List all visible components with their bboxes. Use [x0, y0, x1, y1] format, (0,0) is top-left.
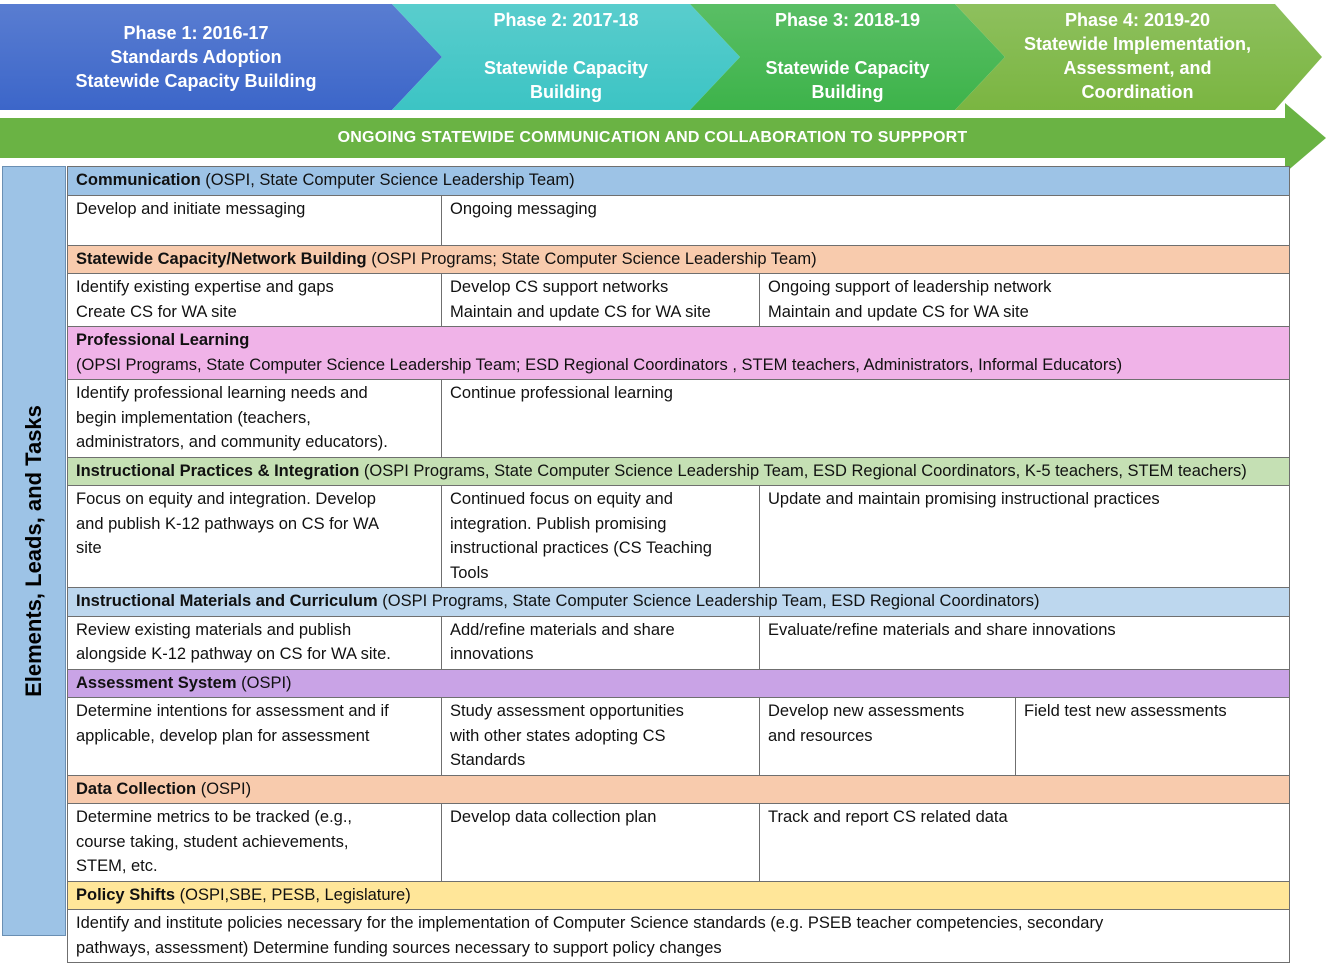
task-line: Standards [450, 751, 526, 769]
task-cell [68, 274, 442, 327]
task-line: Develop data collection plan [450, 808, 657, 826]
task-cell [1016, 698, 1290, 776]
section-name: Instructional Practices & Integration [76, 461, 360, 480]
phase-label-line: Statewide Capacity Building [75, 71, 317, 91]
phase-label-line: Statewide Implementation, [1023, 34, 1252, 54]
task-cell [760, 804, 1290, 882]
side-panel [2, 166, 66, 936]
section-leads: (OSPI) [200, 779, 252, 798]
task-line: Evaluate/refine materials and share innovations [768, 620, 1116, 639]
section-header [68, 167, 1290, 196]
section-name: Assessment System [76, 673, 237, 692]
ongoing-banner-label: ONGOING STATEWIDE COMMUNICATION AND COLLABORATION TO SUPPPORT [337, 129, 968, 146]
tasks-table [67, 166, 1290, 963]
section-header-row [68, 669, 1290, 698]
task-line: Tools [450, 563, 489, 582]
phase-label-line: Building [811, 82, 884, 102]
task-line: Ongoing support of leadership network [768, 278, 1052, 296]
section-task-row [68, 195, 1290, 245]
task-line: Maintain and update CS for WA site [450, 302, 711, 321]
task-line: pathways, assessment) Determine funding sources necessary to support policy changes [76, 938, 722, 957]
task-line: Add/refine materials and share [450, 620, 675, 639]
task-cell [68, 910, 1290, 963]
task-line: STEM, etc. [76, 857, 158, 875]
phase-label-line: Assessment, and [1063, 58, 1212, 78]
section-header-row [68, 245, 1290, 274]
section-header [68, 775, 1290, 804]
task-line: administrators, and community educators). [76, 433, 388, 451]
task-line: Continue professional learning [450, 384, 673, 402]
task-cell [442, 698, 760, 776]
phase-label-line: Standards Adoption [110, 47, 282, 67]
task-cell [68, 486, 442, 588]
section-header [68, 327, 1290, 380]
section-name: Professional Learning [76, 331, 250, 349]
section-header-row [68, 775, 1290, 804]
section-header-row [68, 881, 1290, 910]
task-line: site [76, 539, 102, 557]
task-cell [442, 616, 760, 669]
section-header-row [68, 167, 1290, 196]
task-line: Ongoing messaging [450, 199, 597, 218]
section-leads: (OSPI Programs, State Computer Science Leadership Team, ESD Regional Coordinators, K-5 teachers, STEM teachers) [363, 461, 1247, 480]
phase-label-line: Phase 1: 2016-17 [123, 23, 269, 43]
task-line: with other states adopting CS [450, 726, 666, 745]
task-cell [68, 804, 442, 882]
task-line: Identify and institute policies necessary for the implementation of Computer Science standards (e.g. PSEB teacher competencies, secondary [76, 914, 1104, 932]
section-name: Policy Shifts [76, 885, 176, 904]
task-cell [68, 698, 442, 776]
task-line: Review existing materials and publish [76, 620, 352, 639]
task-cell [760, 274, 1290, 327]
phase-label-line: Statewide Capacity [765, 58, 930, 78]
task-line: Identify existing expertise and gaps [76, 278, 334, 296]
task-line: instructional practices (CS Teaching [450, 539, 712, 557]
section-header-row [68, 588, 1290, 617]
task-cell [760, 486, 1290, 588]
section-header [68, 457, 1290, 486]
task-cell [442, 195, 1290, 245]
section-task-row [68, 910, 1290, 963]
section-header [68, 588, 1290, 617]
task-cell [760, 698, 1016, 776]
section-leads: (OSPI) [241, 673, 292, 692]
task-cell [442, 274, 760, 327]
task-cell [442, 804, 760, 882]
task-line: Continued focus on equity and [450, 490, 673, 508]
section-leads: (OSPI Programs; State Computer Science Leadership Team) [371, 249, 817, 268]
task-line: Determine intentions for assessment and if [76, 702, 389, 720]
section-name: Data Collection [76, 779, 197, 798]
section-task-row [68, 804, 1290, 882]
task-line: course taking, student achievements, [76, 832, 349, 851]
task-line: Maintain and update CS for WA site [768, 302, 1029, 321]
task-line: Track and report CS related data [768, 808, 1008, 826]
phase-label-line: Phase 3: 2018-19 [774, 10, 921, 30]
task-line: Study assessment opportunities [450, 702, 684, 720]
phase-label-line: Phase 4: 2019-20 [1064, 10, 1211, 30]
section-leads: (OPSI Programs, State Computer Science Leadership Team; ESD Regional Coordinators , STEM teachers, Administrators, Informal Educators) [76, 355, 1123, 374]
task-line: Determine metrics to be tracked (e.g., [76, 808, 353, 826]
section-leads: (OSPI Programs, State Computer Science Leadership Team, ESD Regional Coordinators) [382, 592, 1040, 610]
task-line: integration. Publish promising [450, 514, 667, 533]
section-leads: (OSPI, State Computer Science Leadership Team) [205, 171, 575, 189]
task-cell [442, 486, 760, 588]
section-task-row [68, 486, 1290, 588]
section-name: Communication [76, 171, 201, 189]
section-header [68, 669, 1290, 698]
task-line: and publish K-12 pathways on CS for WA [76, 514, 379, 533]
task-line: Develop CS support networks [450, 278, 669, 296]
phase-label-line: Building [530, 82, 602, 102]
phase-label-line [442, 32, 690, 56]
section-task-row [68, 698, 1290, 776]
task-line: Field test new assessments [1024, 702, 1227, 720]
task-line: Focus on equity and integration. Develop [76, 490, 376, 508]
task-line: alongside K-12 pathway on CS for WA site. [76, 645, 391, 663]
phase-label-line: Coordination [1081, 82, 1194, 102]
section-header [68, 245, 1290, 274]
task-line: innovations [450, 645, 534, 663]
task-line: and resources [768, 726, 873, 745]
task-line: Develop and initiate messaging [76, 199, 306, 218]
task-cell [68, 380, 442, 458]
task-line: Develop new assessments [768, 702, 965, 720]
task-cell [68, 195, 442, 245]
section-name: Instructional Materials and Curriculum [76, 592, 378, 610]
task-line: applicable, develop plan for assessment [76, 726, 370, 745]
task-line: Identify professional learning needs and [76, 384, 368, 402]
task-cell [442, 380, 1290, 458]
phase-label-line [740, 32, 955, 56]
side-label: Elements, Leads, and Tasks [21, 405, 46, 697]
section-header-row [68, 457, 1290, 486]
task-cell [760, 616, 1290, 669]
phase-4-label [995, 4, 1280, 110]
phase-label-line: Statewide Capacity [483, 58, 649, 78]
task-line: begin implementation (teachers, [76, 408, 311, 427]
section-header [68, 881, 1290, 910]
task-line: Update and maintain promising instructional practices [768, 490, 1160, 508]
phase-1-label [0, 4, 392, 110]
task-cell [68, 616, 442, 669]
section-name: Statewide Capacity/Network Building [76, 249, 367, 268]
task-line: Create CS for WA site [76, 302, 237, 321]
section-header-row [68, 327, 1290, 380]
phase-label-line: Phase 2: 2017-18 [493, 10, 639, 30]
phase-2-label [442, 4, 690, 110]
section-task-row [68, 616, 1290, 669]
section-task-row [68, 380, 1290, 458]
phase-3-label [740, 4, 955, 110]
section-task-row [68, 274, 1290, 327]
section-leads: (OSPI,SBE, PESB, Legislature) [179, 885, 411, 904]
